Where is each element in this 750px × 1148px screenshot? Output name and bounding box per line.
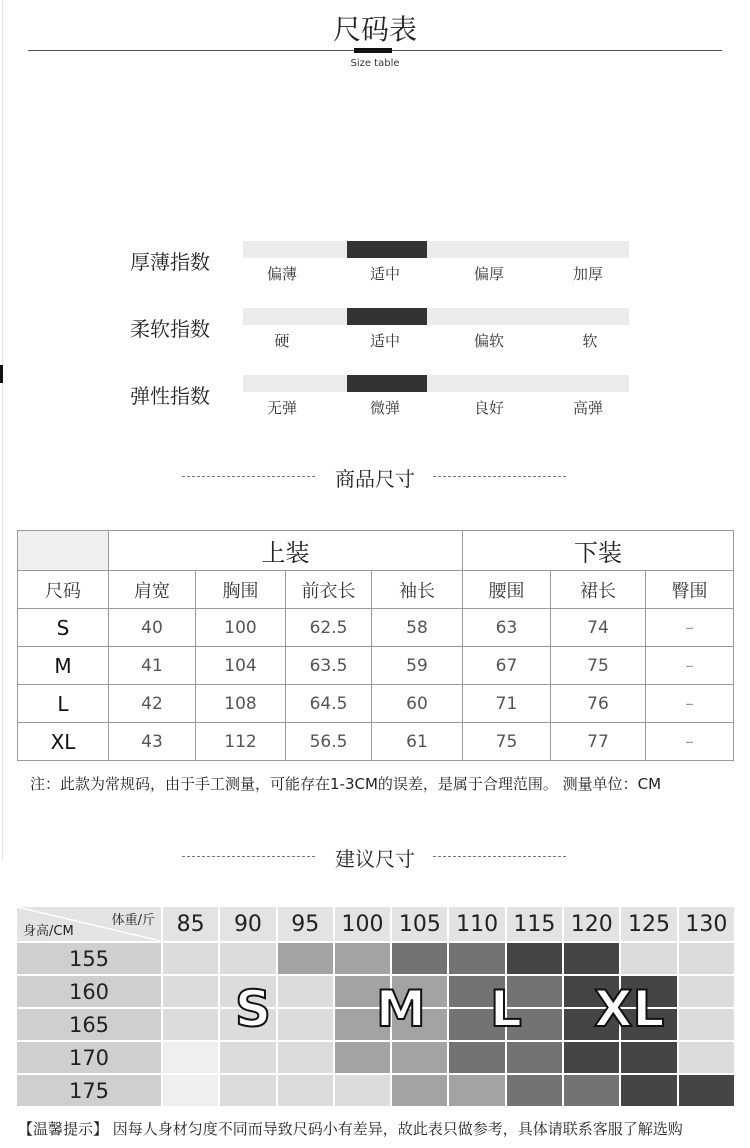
table-cell: 41 (109, 647, 196, 685)
grid-row (17, 1042, 736, 1075)
table-cell: 43 (109, 723, 196, 761)
table-cell: 58 (372, 609, 463, 647)
weight-header: 85 (163, 907, 220, 943)
index-option: 软 (582, 332, 598, 350)
column-header: 胸围 (196, 571, 286, 609)
grid-cell (220, 943, 277, 976)
weight-header: 130 (679, 907, 736, 943)
grid-cell (163, 1075, 220, 1108)
column-header: 肩宽 (109, 571, 196, 609)
grid-cell (507, 1075, 564, 1108)
title-rule-marker (354, 48, 392, 53)
column-header: 臀围 (646, 571, 734, 609)
index-option: 硬 (274, 332, 290, 350)
table-cell: – (646, 609, 734, 647)
dashed-rule (433, 856, 566, 857)
table-row (18, 609, 734, 647)
table-cell: – (646, 647, 734, 685)
index-option: 无弹 (266, 399, 297, 417)
table-cell: – (646, 685, 734, 723)
height-header: 160 (17, 976, 163, 1009)
column-header: 裙长 (551, 571, 646, 609)
index-option: 良好 (473, 399, 504, 417)
corner-height-label: 身高/CM (23, 924, 74, 939)
table-cell: 104 (196, 647, 286, 685)
grid-cell (564, 1075, 621, 1108)
grid-cell (507, 943, 564, 976)
table-cell: 75 (463, 723, 551, 761)
index-option: 偏软 (473, 332, 504, 350)
grid-cell (449, 1042, 506, 1075)
index-option: 高弹 (572, 399, 603, 417)
grid-cell (507, 1042, 564, 1075)
height-header: 175 (17, 1075, 163, 1108)
grid-cell (335, 1075, 392, 1108)
index-track-thickness (243, 241, 629, 258)
grid-cell (621, 1042, 678, 1075)
grid-cell (392, 943, 449, 976)
grid-cell (335, 1042, 392, 1075)
table-cell: 60 (372, 685, 463, 723)
corner-weight-label: 体重/斤 (111, 913, 155, 928)
grid-row (17, 1075, 736, 1108)
weight-header: 125 (621, 907, 678, 943)
measurement-note: 注：此款为常规码，由于手工测量，可能存在1-3CM的误差，是属于合理范围。 测量单位：CM (30, 775, 662, 793)
index-label-elasticity: 弹性指数 (130, 384, 210, 408)
table-cell: 63.5 (286, 647, 372, 685)
grid-cell (679, 1075, 736, 1108)
grid-cell (621, 1075, 678, 1108)
index-track-softness (243, 308, 629, 325)
height-header: 170 (17, 1042, 163, 1075)
table-cell: 76 (551, 685, 646, 723)
warm-tip: 【温馨提示】 因每人身材匀度不同而导致尺码小有差异，故此表只做参考，具体请联系客服了解选购 (18, 1120, 683, 1138)
grid-cell (679, 1042, 736, 1075)
page-subtitle: Size table (350, 58, 400, 69)
table-row (18, 685, 734, 723)
grid-cell (163, 1009, 220, 1042)
index-indicator (347, 375, 427, 392)
grid-corner (17, 907, 163, 943)
grid-cell (449, 1075, 506, 1108)
table-corner (18, 531, 109, 571)
index-indicator (347, 241, 427, 258)
table-cell: 59 (372, 647, 463, 685)
grid-cell (564, 1042, 621, 1075)
grid-cell (278, 1075, 335, 1108)
table-cell: 61 (372, 723, 463, 761)
size-label: M (18, 647, 109, 685)
table-cell: 63 (463, 609, 551, 647)
table-cell: 56.5 (286, 723, 372, 761)
weight-header: 90 (220, 907, 277, 943)
grid-cell (335, 943, 392, 976)
grid-row (17, 943, 736, 976)
size-label: XL (18, 723, 109, 761)
column-header: 前衣长 (286, 571, 372, 609)
size-label: S (18, 609, 109, 647)
grid-cell (278, 943, 335, 976)
table-cell: 77 (551, 723, 646, 761)
table-cell: 42 (109, 685, 196, 723)
table-cell: 112 (196, 723, 286, 761)
size-zone-label-s: S (235, 980, 272, 1038)
table-cell: 62.5 (286, 609, 372, 647)
grid-cell (220, 1075, 277, 1108)
grid-cell (449, 943, 506, 976)
grid-cell (679, 943, 736, 976)
table-cell: 74 (551, 609, 646, 647)
column-header: 袖长 (372, 571, 463, 609)
index-option: 微弹 (369, 399, 400, 417)
grid-cell (278, 1009, 335, 1042)
size-zone-label-l: L (490, 980, 522, 1038)
section-heading-recommend: 建议尺寸 (335, 847, 415, 871)
grid-cell (163, 943, 220, 976)
index-option: 适中 (369, 265, 400, 283)
edge-divider (2, 0, 3, 860)
grid-cell (621, 943, 678, 976)
column-header: 腰围 (463, 571, 551, 609)
grid-cell (220, 1042, 277, 1075)
size-zone-label-m: M (376, 980, 426, 1038)
index-track-elasticity (243, 375, 629, 392)
weight-header: 100 (335, 907, 392, 943)
weight-header: 95 (278, 907, 335, 943)
index-label-thickness: 厚薄指数 (130, 250, 210, 274)
column-header: 尺码 (18, 571, 109, 609)
height-header: 165 (17, 1009, 163, 1042)
grid-cell (564, 943, 621, 976)
table-cell: 100 (196, 609, 286, 647)
index-option: 适中 (369, 332, 400, 350)
height-header: 155 (17, 943, 163, 976)
index-label-softness: 柔软指数 (130, 317, 210, 341)
edge-marker (0, 365, 3, 383)
table-cell: – (646, 723, 734, 761)
section-heading-product-size: 商品尺寸 (335, 467, 415, 491)
weight-header: 120 (564, 907, 621, 943)
index-option: 加厚 (572, 265, 603, 283)
weight-header: 110 (449, 907, 506, 943)
size-table (17, 530, 734, 761)
dashed-rule (433, 476, 566, 477)
index-indicator (347, 308, 427, 325)
table-row (18, 723, 734, 761)
grid-cell (679, 1009, 736, 1042)
index-option: 偏薄 (266, 265, 297, 283)
weight-header: 115 (507, 907, 564, 943)
index-option: 偏厚 (473, 265, 504, 283)
table-cell: 71 (463, 685, 551, 723)
grid-cell (163, 1042, 220, 1075)
grid-cell (278, 1042, 335, 1075)
table-cell: 64.5 (286, 685, 372, 723)
group-header-top: 上装 (109, 531, 463, 571)
size-zone-label-xl: XL (594, 980, 665, 1038)
grid-cell (392, 1042, 449, 1075)
grid-cell (392, 1075, 449, 1108)
grid-cell (163, 976, 220, 1009)
grid-cell (679, 976, 736, 1009)
size-label: L (18, 685, 109, 723)
table-cell: 40 (109, 609, 196, 647)
group-header-bottom: 下装 (463, 531, 734, 571)
table-cell: 75 (551, 647, 646, 685)
table-cell: 108 (196, 685, 286, 723)
grid-cell (278, 976, 335, 1009)
weight-header: 105 (392, 907, 449, 943)
page-title: 尺码表 (332, 13, 417, 46)
table-cell: 67 (463, 647, 551, 685)
table-row (18, 647, 734, 685)
